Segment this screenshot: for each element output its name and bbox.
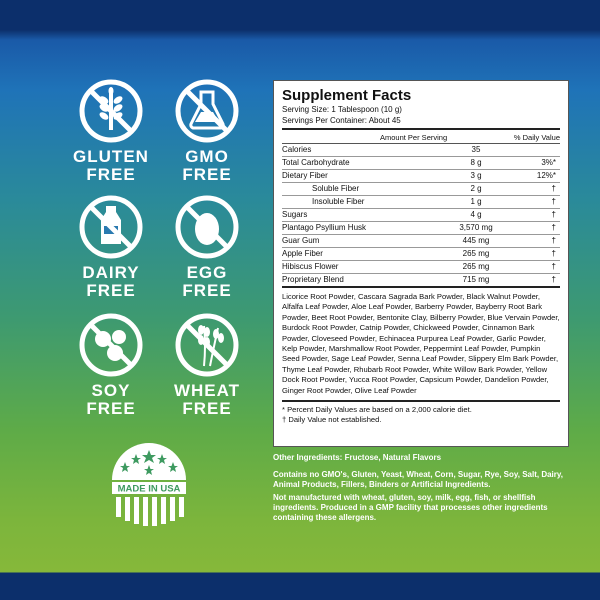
other-ingredients: Other Ingredients: Fructose, Natural Flavors	[273, 453, 442, 462]
milk-bottle-icon	[78, 194, 144, 260]
proprietary-blend-ingredients: Licorice Root Powder, Cascara Sagrada Bark Powder, Black Walnut Powder, Alfalfa Leaf Powder, Aloe Leaf Powder, Barberry Powder, Bayberry Root Bark Powder, Beet Root Powder, Bentonite Clay, Bilberry Powder, Blue Vervain Powder, Burdock Root Powder, Catnip Powder, Chickweed Powder, Cinnamon Bark Powder, Cloveseed Powder, Echinacea Purpurea Leaf Powder, Garlic Powder, Kelp Powder, Marshmallow Root Powder, Peppermint Leaf Powder, Pumpkin Seed Powder, Sage Leaf Powder, Senna Leaf Powder, Slippery Elm Bark Powder, Thyme Leaf Powder, Rhubarb Root Powder, White Willow Bark Powder, Yellow Dock Root Powder, Yucca Root Powder, Capsicum Powder, Dandelion Powder, Ginger Root Powder, Olive Leaf Powder	[282, 292, 560, 395]
badge-line1: WHEAT	[173, 381, 241, 400]
badge-wheat-free	[147, 312, 267, 418]
badge-line2: FREE	[86, 399, 136, 418]
facts-title: Supplement Facts	[282, 87, 412, 104]
facts-row: Total Carbohydrate 8 g 3%*	[282, 157, 560, 170]
servings-per-container: Servings Per Container: About 45	[282, 116, 401, 125]
badge-line2: FREE	[182, 165, 232, 184]
facts-row: Guar Gum 445 mg †	[282, 235, 560, 248]
wheat-stalk-icon	[174, 312, 240, 378]
allergen-statement: Not manufactured with wheat, gluten, soy, milk, egg, fish, or shellfish ingredients. Produced in a GMP facility that processes other ingredients containing these allergens.	[273, 493, 548, 522]
badge-egg-free	[147, 194, 267, 300]
footnote-not-established: † Daily Value not established.	[282, 415, 382, 425]
facts-row: Hibiscus Flower 265 mg †	[282, 261, 560, 274]
footnote-daily-values: * Percent Daily Values are based on a 2,000 calorie diet.	[282, 405, 472, 415]
badge-gmo-free	[147, 78, 267, 184]
badge-line2: FREE	[86, 165, 136, 184]
supplement-facts-panel	[273, 80, 569, 447]
top-band	[0, 0, 600, 30]
dv-header: % Daily Value	[513, 133, 560, 142]
badge-line2: FREE	[86, 281, 136, 300]
serving-size: Serving Size: 1 Tablespoon (10 g)	[282, 105, 402, 114]
divider	[282, 400, 560, 402]
soybean-icon	[78, 312, 144, 378]
amount-header: Amount Per Serving	[380, 133, 448, 142]
flask-icon	[174, 78, 240, 144]
facts-row: Plantago Psyllium Husk 3,570 mg †	[282, 222, 560, 235]
facts-row: Calories 35	[282, 144, 560, 157]
badge-line1: EGG	[186, 263, 228, 282]
facts-row: Insoluble Fiber 1 g †	[282, 196, 560, 209]
egg-icon	[174, 194, 240, 260]
facts-header-row	[282, 132, 560, 144]
made-in-usa-seal	[106, 440, 192, 528]
badge-line1: DAIRY	[82, 263, 140, 282]
facts-row: Soluble Fiber 2 g †	[282, 183, 560, 196]
made-in-usa-text: MADE IN USA	[117, 483, 181, 495]
divider	[282, 128, 560, 130]
facts-row: Dietary Fiber 3 g 12%*	[282, 170, 560, 183]
badge-line1: GMO	[185, 147, 229, 166]
facts-rows	[282, 144, 560, 288]
facts-row: Proprietary Blend 715 mg †	[282, 274, 560, 288]
badge-line2: FREE	[182, 399, 232, 418]
bottom-band	[0, 573, 600, 600]
badge-line1: SOY	[91, 381, 131, 400]
badge-line1: GLUTEN	[73, 147, 149, 166]
facts-row: Sugars 4 g †	[282, 209, 560, 222]
wheat-icon	[78, 78, 144, 144]
contains-no-statement: Contains no GMO's, Gluten, Yeast, Wheat, Corn, Sugar, Rye, Soy, Salt, Dairy, Animal Products, Fillers, Binders or Artificial Ingredients.	[273, 470, 563, 489]
facts-row: Apple Fiber 265 mg †	[282, 248, 560, 261]
badge-line2: FREE	[182, 281, 232, 300]
